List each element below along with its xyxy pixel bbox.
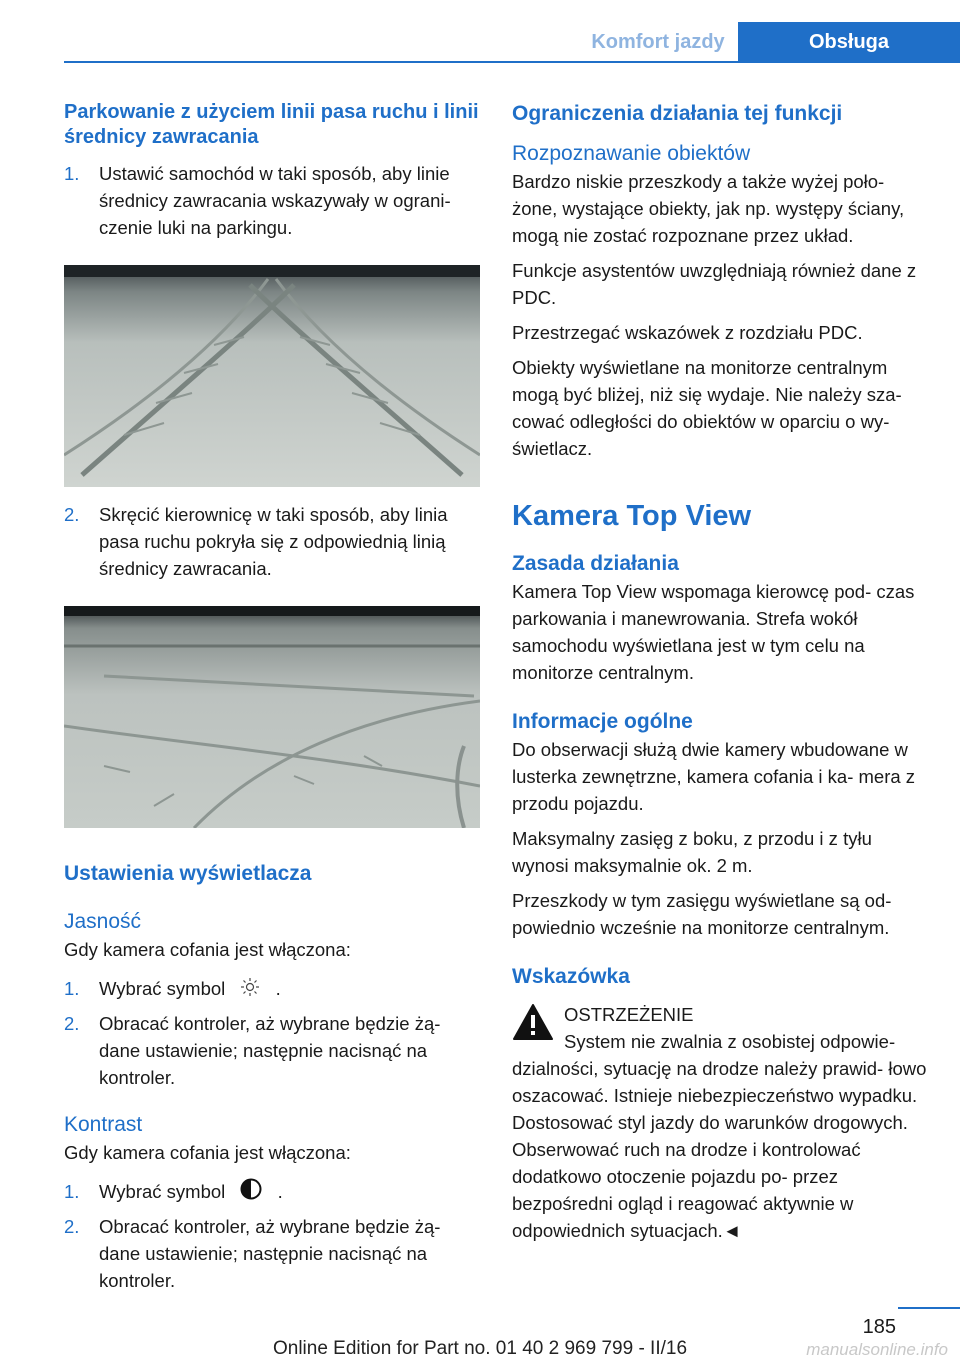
step-number: 1. xyxy=(64,1180,80,1202)
step-number: 1. xyxy=(64,163,80,184)
subheading-principle: Zasada działania xyxy=(512,552,679,575)
step-item xyxy=(64,975,480,1004)
paragraph: Obiekty wyświetlane na monitorze centralnym mogą być bliżej, niż się wydaje. Nie należy sza‐ cować odległości do obiektów w oparciu o wy‐ świetlacz. xyxy=(512,357,902,459)
step-text: Obracać kontroler, aż wybrane będzie żą‐ dane ustawienie; następnie nacisnąć na kontroler. xyxy=(99,1216,441,1292)
warning-text: System nie zwalnia z osobistej odpowie‐ dzialności, sytuację na drodze należy prawid‐ łowo oszacować. Istnieje niebezpieczeństwo wypadku. Dostosować styl jazdy do warunków drogowych. Obserwować ruch na drodze i kontrolować dodatkowo otoczenie pojazdu po‐ przez bezpośredni ogląd i reagować aktywnie w odpowiednich sytuacjach.◄ xyxy=(512,1031,927,1241)
subheading-contrast: Kontrast xyxy=(64,1112,143,1136)
step-text: Skręcić kierownicę w taki sposób, aby linia pasa ruchu pokryła się z odpowiednią linią średnicy zawracania. xyxy=(99,504,448,579)
sun-icon xyxy=(240,977,260,1004)
right-column xyxy=(512,100,928,1244)
tab-komfort-jazdy[interactable]: Komfort jazdy xyxy=(578,22,738,62)
edition-info: Online Edition for Part no. 01 40 2 969 799 - II/16 xyxy=(272,1338,688,1359)
subheading-general-info: Informacje ogólne xyxy=(512,710,693,733)
page-header xyxy=(0,0,960,62)
section-heading-limits: Ograniczenia działania tej funkcji xyxy=(512,102,843,125)
step-item xyxy=(64,501,480,582)
paragraph: Bardzo niskie przeszkody a także wyżej poło‐ żone, wystające obiekty, jak np. występy ściany, mogą nie zostać rozpoznane przez układ. xyxy=(512,171,905,246)
step-number: 2. xyxy=(64,504,80,525)
camera-image-lane-lines xyxy=(64,606,480,828)
step-item xyxy=(64,1178,480,1208)
paragraph: Gdy kamera cofania jest włączona: xyxy=(64,1141,351,1163)
paragraph: Gdy kamera cofania jest włączona: xyxy=(64,939,351,960)
step-text-end: . xyxy=(277,1180,283,1202)
step-number: 2. xyxy=(64,1216,80,1238)
subheading-object-detection: Rozpoznawanie obiektów xyxy=(512,142,751,165)
footer-divider xyxy=(898,1307,960,1309)
step-number: 2. xyxy=(64,1012,80,1034)
left-column xyxy=(64,100,480,1294)
paragraph: Kamera Top View wspomaga kierowcę pod‐ czas parkowania i manewrowania. Strefa wokół samochodu wyświetlana jest w tym celu na monitorze centralnym. xyxy=(512,581,915,683)
subheading-note: Wskazówka xyxy=(512,965,630,988)
step-item xyxy=(64,1213,480,1294)
step-text: Wybrać symbol xyxy=(99,1180,226,1202)
warning-title: OSTRZEŻENIE xyxy=(564,1004,694,1025)
step-text: Ustawić samochód w taki sposób, aby linie średnicy zawracania wskazywały w ograni‐ czenie luki na parkingu. xyxy=(99,163,451,238)
step-text-end: . xyxy=(275,978,281,999)
section-heading-parking-lines: Parkowanie z użyciem linii pasa ruchu i linii średnicy zawracania xyxy=(64,101,479,148)
section-heading-display-settings: Ustawienia wyświetlacza xyxy=(64,862,312,885)
paragraph: Funkcje asystentów uwzględniają również dane z PDC. xyxy=(512,260,917,308)
paragraph: Do obserwacji służą dwie kamery wbudowane w lusterka zewnętrzne, kamera cofania i ka‐ mera z przodu pojazdu. xyxy=(512,739,916,814)
warning-icon xyxy=(512,1003,554,1041)
paragraph: Przestrzegać wskazówek z rozdziału PDC. xyxy=(512,322,863,343)
step-number: 1. xyxy=(64,978,80,999)
step-item xyxy=(64,1010,480,1091)
warning-block xyxy=(512,1001,928,1244)
paragraph: Maksymalny zasięg z boku, z przodu i z tyłu wynosi maksymalnie ok. 2 m. xyxy=(512,828,872,876)
page-number: 185 xyxy=(862,1316,896,1338)
step-text: Wybrać symbol xyxy=(99,978,226,999)
paragraph: Przeszkody w tym zasięgu wyświetlane są od‐ powiednio wcześnie na monitorze centralnym. xyxy=(512,890,892,938)
header-divider xyxy=(64,61,960,63)
section-title-top-view: Kamera Top View xyxy=(512,500,752,532)
watermark: manualsonline.info xyxy=(806,1340,948,1359)
contrast-icon xyxy=(240,1178,262,1207)
step-text: Obracać kontroler, aż wybrane będzie żą‐ dane ustawienie; następnie nacisnąć na kontroler. xyxy=(99,1012,441,1088)
camera-image-turning-lines xyxy=(64,265,480,487)
step-item xyxy=(64,160,480,241)
subheading-brightness: Jasność xyxy=(64,910,142,933)
tab-obsluga[interactable]: Obsługa xyxy=(738,22,960,62)
